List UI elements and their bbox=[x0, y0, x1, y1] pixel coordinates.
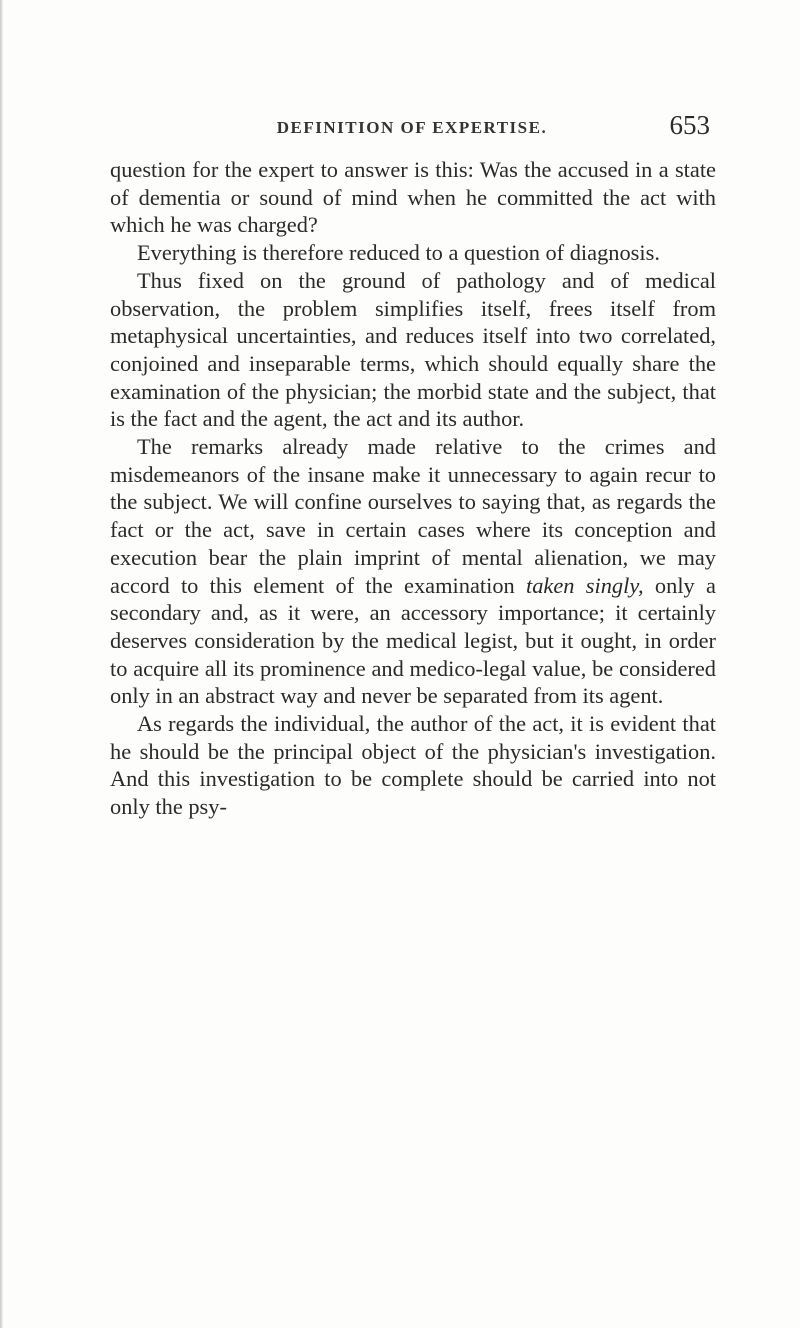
emphasis-text: taken singly, bbox=[526, 572, 644, 598]
paragraph-text: The remarks already made relative to the crimes and misdemeanors of the insane make it unnecessary to again recur to the subject. We will confine ourselves to saying that, as regards the fact or the act, save in certain cases where its conception and execution bear the plain imprint of mental alienation, we may accord to this element of the examination bbox=[110, 434, 716, 598]
running-title: DEFINITION OF EXPERTISE. bbox=[276, 118, 548, 137]
paragraph-text: only a secondary and, as it were, an accessory importance; it certainly deserves consideration by the medical legist, but it ought, in order to acquire all its prominence and medico-legal value, be considered only in an abstract way and never be separated from its agent. bbox=[110, 572, 716, 709]
page-edge-shadow bbox=[0, 0, 3, 1328]
paragraph bbox=[110, 433, 716, 710]
paragraph: Everything is therefore reduced to a question of diagnosis. bbox=[137, 240, 660, 266]
paragraph: Thus fixed on the ground of pathology and of medical observation, the problem simplifies itself, frees itself from metaphysical uncertainties, and reduces itself into two correlated, conjoined and inseparable terms, which should equally share the examination of the physician; the morbid state and the subject, that is the fact and the agent, the act and its author. bbox=[110, 267, 716, 432]
running-head bbox=[100, 112, 724, 146]
body-text bbox=[110, 156, 716, 821]
paragraph: question for the expert to answer is this: Was the accused in a state of dementia or sound of mind when he committed the act with which he was charged? bbox=[110, 157, 716, 238]
paragraph: As regards the individual, the author of the act, it is evident that he should be the principal object of the physician's investigation. And this investigation to be complete should be carried into not only the psy- bbox=[110, 711, 716, 820]
page-number: 653 bbox=[669, 110, 710, 140]
